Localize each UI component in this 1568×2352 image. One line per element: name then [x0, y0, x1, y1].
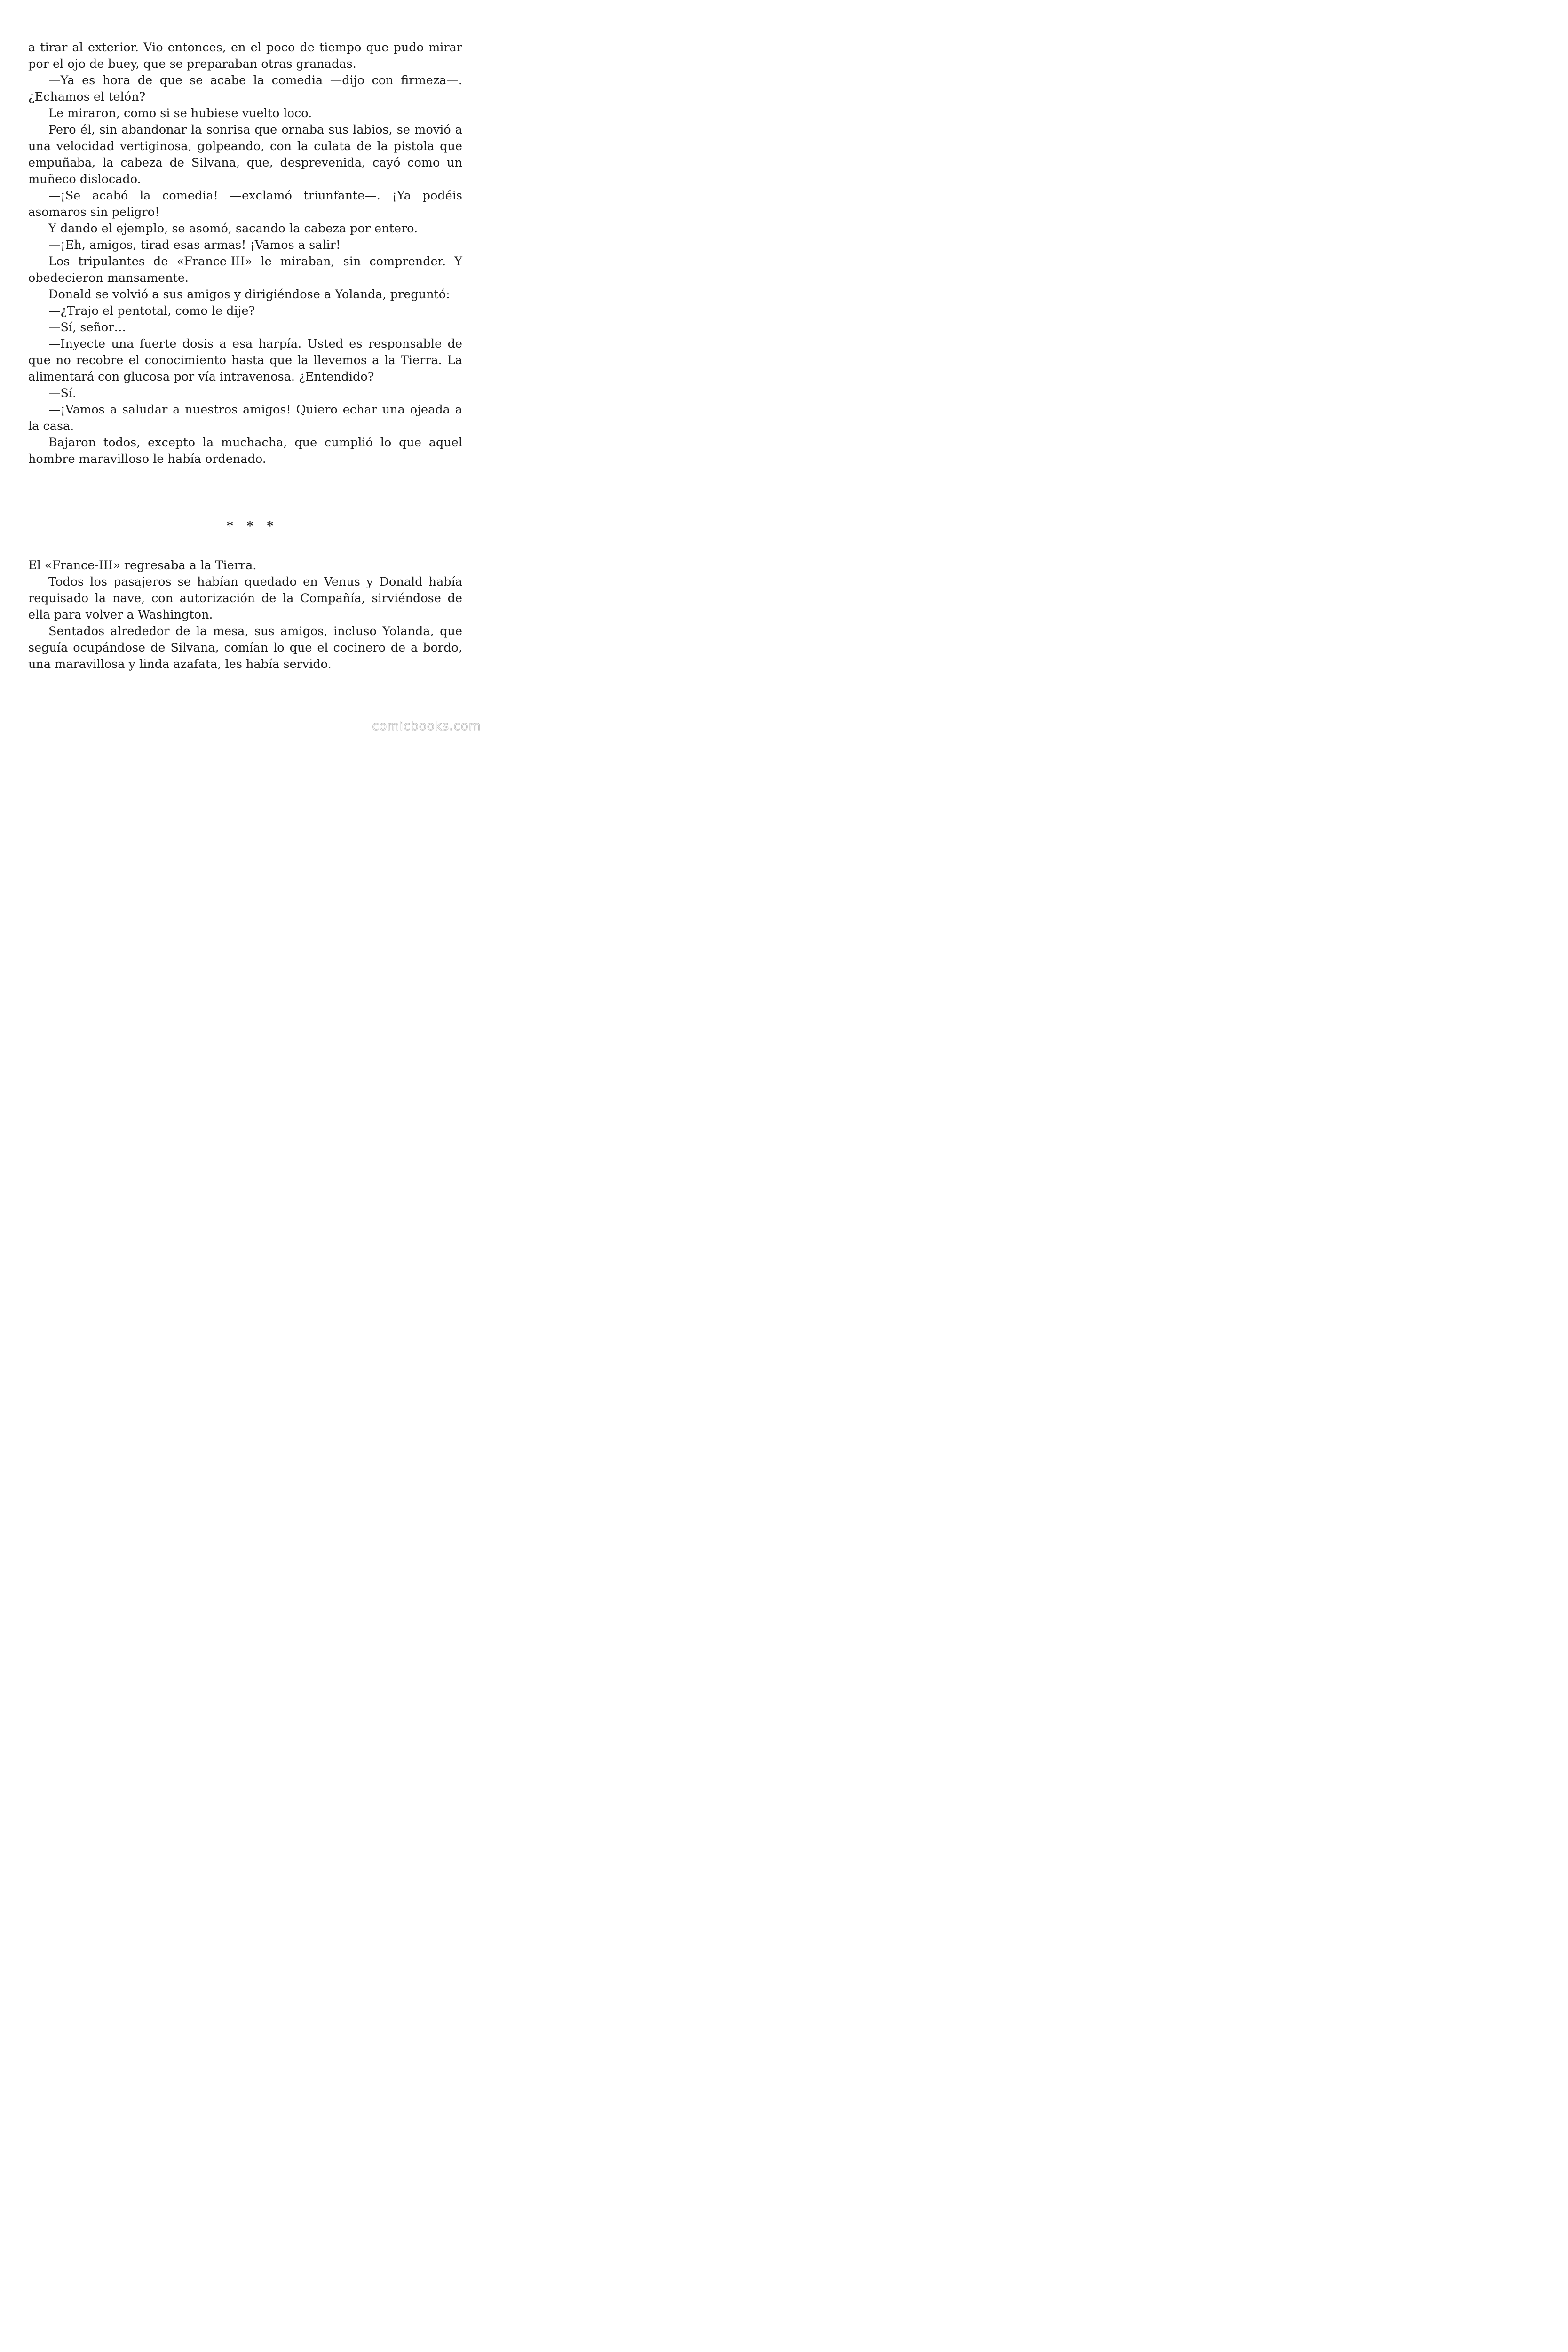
paragraph: Sentados alrededor de la mesa, sus amigos, incluso Yolanda, que seguía ocupándose de Silvana, comían lo que el cocinero de a bordo, una maravillosa y linda azafata, les había servido.	[28, 624, 462, 671]
paragraph: —¡Vamos a saludar a nuestros amigos! Quiero echar una ojeada a la casa.	[28, 403, 462, 433]
paragraph: —¡Se acabó la comedia! —exclamó triunfante—. ¡Ya podéis asomaros sin peligro!	[28, 189, 462, 219]
paragraph: Pero él, sin abandonar la sonrisa que ornaba sus labios, se movió a una velocidad vertiginosa, golpeando, con la culata de la pistola que empuñaba, la cabeza de Silvana, que, desprevenida, cayó como un muñeco dislocado.	[28, 123, 462, 186]
paragraph: —Ya es hora de que se acabe la comedia —dijo con firmeza—. ¿Echamos el telón?	[28, 73, 462, 104]
paragraph: a tirar al exterior. Vio entonces, en el poco de tiempo que pudo mirar por el ojo de buey, que se preparaban otras granadas.	[28, 40, 462, 71]
paragraph: Y dando el ejemplo, se asomó, sacando la cabeza por entero.	[48, 222, 418, 236]
watermark: comicbooks.com	[372, 719, 481, 733]
paragraph: —¡Eh, amigos, tirad esas armas! ¡Vamos a salir!	[48, 238, 341, 252]
paragraph: —¿Trajo el pentotal, como le dije?	[48, 304, 255, 318]
paragraph: Le miraron, como si se hubiese vuelto loco.	[48, 106, 312, 120]
paragraph: Donald se volvió a sus amigos y dirigiéndose a Yolanda, preguntó:	[48, 287, 450, 302]
paragraph: Los tripulantes de «France-III» le miraban, sin comprender. Y obedecieron mansamente.	[28, 254, 462, 285]
paragraph: —Sí, señor…	[48, 320, 126, 334]
paragraph: —Sí.	[48, 386, 77, 400]
paragraph: Bajaron todos, excepto la muchacha, que cumplió lo que aquel hombre maravilloso le había ordenado.	[28, 436, 462, 466]
section-separator: * * *	[227, 519, 278, 533]
paragraph: El «France-III» regresaba a la Tierra.	[28, 558, 257, 572]
paragraph: Todos los pasajeros se habían quedado en Venus y Donald había requisado la nave, con autorización de la Compañía, sirviéndose de ella para volver a Washington.	[28, 575, 462, 622]
book-page	[28, 40, 462, 673]
paragraph: —Inyecte una fuerte dosis a esa harpía. Usted es responsable de que no recobre el conocimiento hasta que la llevemos a la Tierra. La alimentará con glucosa por vía intravenosa. ¿Entendido?	[28, 337, 462, 384]
